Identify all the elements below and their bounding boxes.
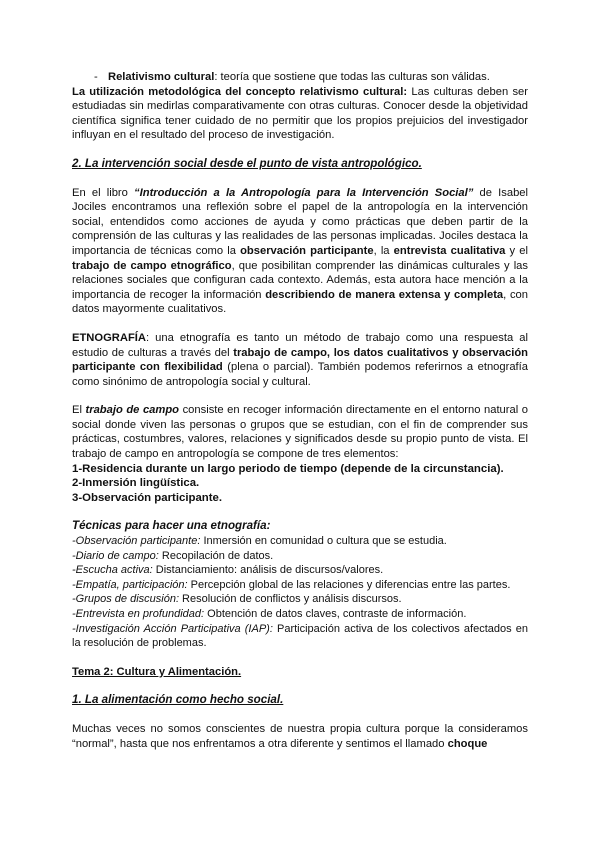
etnografia-term: ETNOGRAFÍA <box>72 331 146 344</box>
tecnica-desc: Recopilación de datos. <box>158 549 274 562</box>
tecnica-term: -Diario de campo: <box>72 549 159 562</box>
etnografia-bold: trabajo de campo, los datos cualitativos y observación participante con flexibilidad <box>72 346 528 374</box>
trabajo-term: trabajo de campo <box>85 404 180 417</box>
list-item <box>72 549 528 564</box>
elemento-2: 2-Inmersión lingüística. <box>72 477 200 490</box>
tecnica-term: -Empatía, participación: <box>72 578 188 591</box>
libro-paragraph <box>72 186 528 317</box>
libro-t11: , con datos mayormente cualitativos. <box>72 288 528 316</box>
trabajo-t1: El <box>72 404 86 417</box>
list-item <box>72 622 528 651</box>
utilizacion-bold: La utilización metodológica del concepto relativismo cultural: <box>72 85 408 98</box>
tecnica-term: -Investigación Acción Participativa (IAP): <box>72 622 273 635</box>
trabajo-t3: consiste en recoger información directamente en el entorno natural o social donde viven las personas o grupos que se estudian, con el fin de comprender sus prácticas, costumbres, valores, relaciones y significados desde su propio punto de vista. El trabajo de campo en antropología se compone de tres elementos: <box>72 404 528 461</box>
list-item <box>72 578 528 593</box>
list-item <box>72 607 528 622</box>
section1-heading: 1. La alimentación como hecho social. <box>72 693 284 707</box>
libro-t5: , la <box>373 244 394 257</box>
tecnica-desc: Participación activa de los colectivos afectados en la resolución de problemas. <box>72 622 528 650</box>
etnografia-t4: (plena o parcial). También podemos referirnos a etnografía como sinónimo de antropología social y cultural. <box>72 361 528 388</box>
etnografia-paragraph <box>72 331 528 389</box>
list-item <box>72 563 528 578</box>
muchas-paragraph <box>72 722 528 751</box>
tecnicas-title: Técnicas para hacer una etnografía: <box>72 519 271 533</box>
muchas-t1: Muchas veces no somos conscientes de nuestra propia cultura porque la consideramos “normal”, hasta que nos enfrentamos a otra diferente y sentimos el llamado <box>72 722 528 750</box>
tecnica-desc: Inmersión en comunidad o cultura que se estudia. <box>200 535 447 548</box>
section2-heading: 2. La intervención social desde el punto de vista antropológico. <box>72 156 422 170</box>
libro-t3: de Isabel Jociles encontramos una reflexión sobre el papel de la antropología en la intervención social, entendidos como acciones de ayuda y como prácticas que deben partir de la comprensión de las culturas y las realidades de las personas implicadas. Jociles destaca la importancia de técnicas como la <box>72 186 528 257</box>
tecnica-desc: Distanciamiento: análisis de discursos/valores. <box>152 564 384 577</box>
tecnica-desc: Resolución de conflictos y análisis discursos. <box>179 593 402 606</box>
tecnicas-list <box>72 534 528 651</box>
trabajo-campo-bold: trabajo de campo etnográfico <box>72 259 232 272</box>
elemento-1: 1-Residencia durante un largo periodo de tiempo (depende de la circunstancia). <box>72 462 504 475</box>
tecnica-term: -Escucha activa: <box>72 564 153 577</box>
list-item <box>72 592 528 607</box>
trabajo-campo-paragraph <box>72 403 528 461</box>
tecnica-term: -Grupos de discusión: <box>72 593 179 606</box>
relativismo-term: Relativismo cultural <box>108 71 215 83</box>
list-item <box>72 534 528 549</box>
libro-t1: En el libro <box>72 186 135 199</box>
observacion-bold: observación participante <box>240 244 374 257</box>
book-title: “Introducción a la Antropología para la Intervención Social” <box>134 186 474 199</box>
describiendo-bold: describiendo de manera extensa y completa <box>265 288 504 301</box>
tecnica-term: -Entrevista en profundidad: <box>72 608 205 620</box>
libro-t9: , que posibilitan comprender las dinámicas culturales y las relaciones sociales que configuran cada contexto. Además, esta autora hace mención a la importancia de recoger la información <box>72 259 528 301</box>
tecnica-term: -Observación participante: <box>72 535 201 548</box>
libro-t7: y el <box>505 244 528 257</box>
entrevista-bold: entrevista cualitativa <box>393 244 506 257</box>
elemento-3: 3-Observación participante. <box>72 491 223 504</box>
tecnica-desc: Percepción global de las relaciones y diferencias entre las partes. <box>187 578 511 591</box>
utilizacion-paragraph <box>72 85 528 143</box>
utilizacion-text: Las culturas deben ser estudiadas sin medirlas comparativamente con otras culturas. Conocer desde la objetividad científica significa tener cuidado de no permitir que los propios prejuicios del investigador influyan en el resultado del proceso de investigación. <box>72 85 528 142</box>
etnografia-t2: : una etnografía es tanto un método de trabajo como una respuesta al estudio de culturas a través del <box>72 331 528 359</box>
bullet-dash: - <box>94 71 98 83</box>
bullet-relativismo <box>72 70 528 85</box>
choque-bold: choque <box>447 737 488 750</box>
tecnica-desc: Obtención de datos claves, contraste de información. <box>204 608 467 620</box>
tema2-heading: Tema 2: Cultura y Alimentación. <box>72 665 242 678</box>
relativismo-text: : teoría que sostiene que todas las culturas son válidas. <box>214 71 490 83</box>
